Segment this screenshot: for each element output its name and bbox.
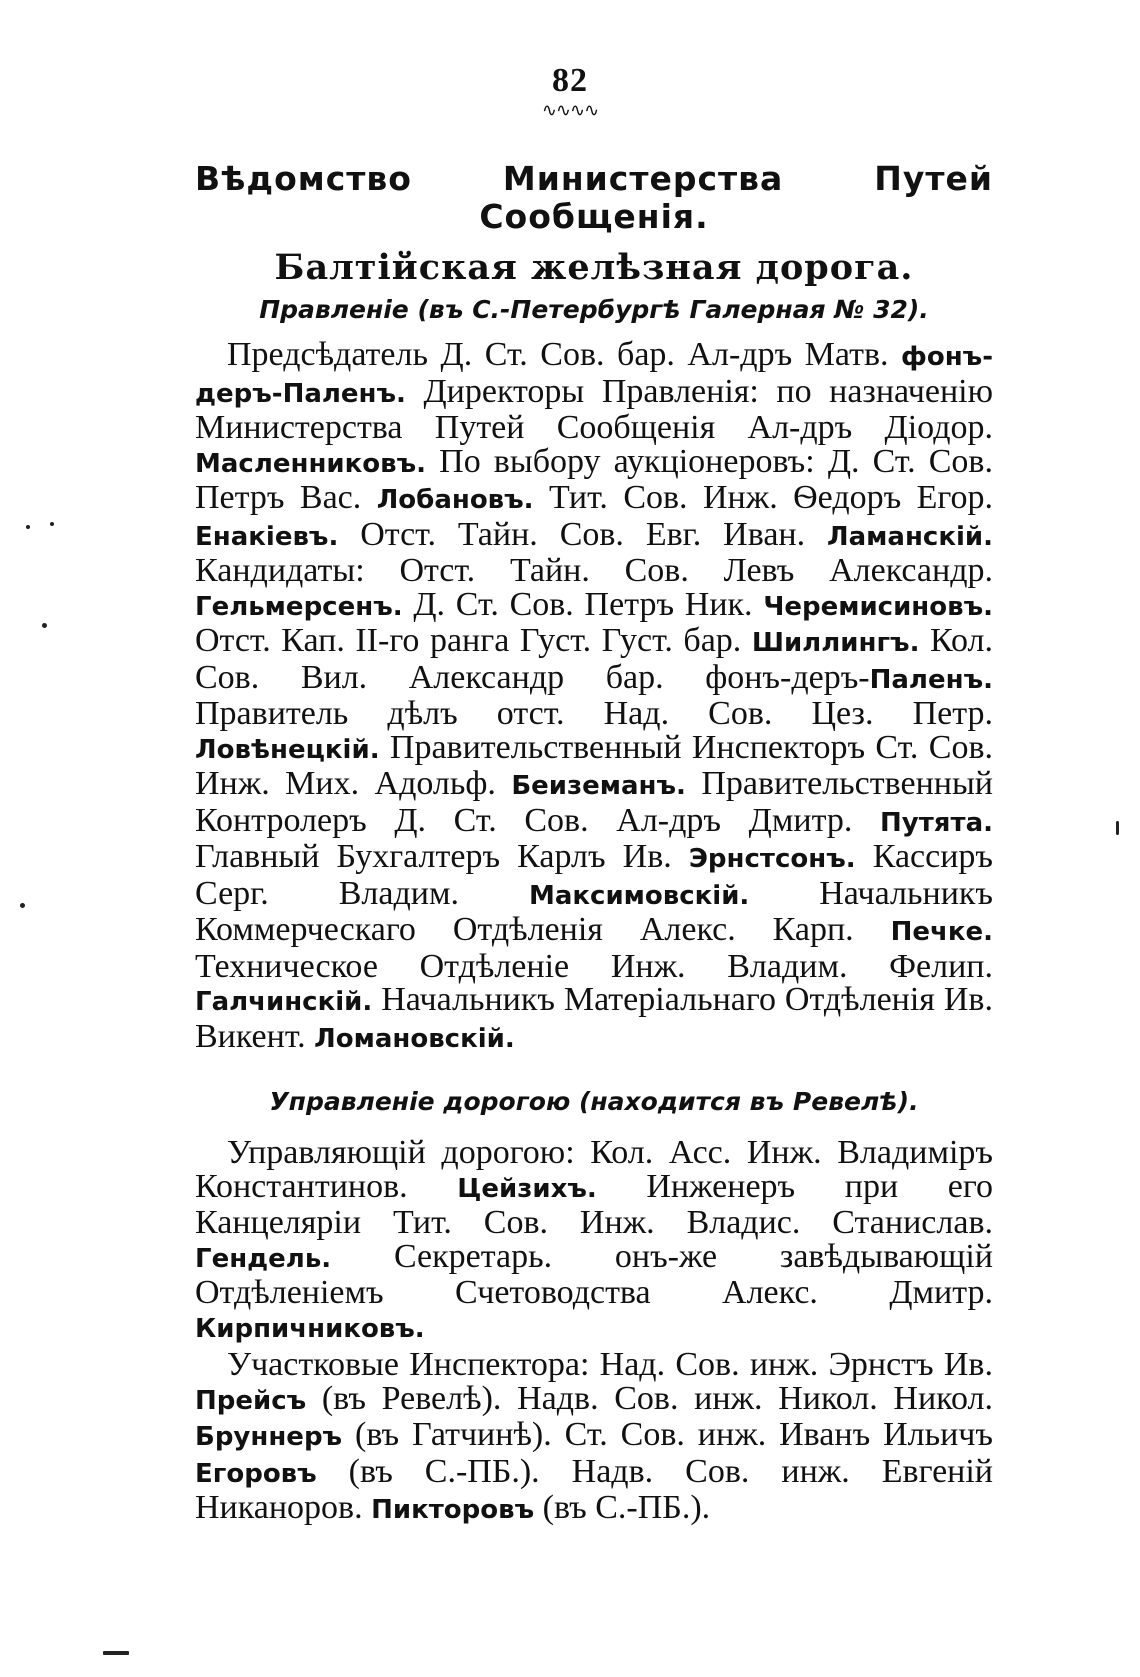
text-run: Отст. Кап. II-го ранга Густ. Густ. бар. [195,622,752,659]
text-run: Кандидаты: Отст. Тайн. Сов. Левъ Александр. [195,552,993,589]
text-run: Правительственный Контролеръ Д. Ст. Сов. Ал-дръ Дмитр. [195,765,993,839]
text-run: Кассиръ Серг. Владим. [195,838,994,912]
person-surname: Прейсъ [195,1385,307,1416]
person-surname: Ловѣнецкій. [195,734,380,765]
speck-mark [20,903,25,908]
person-surname: Галчинскій. [195,987,373,1017]
text-run: Секретарь. онъ-же завѣдывающій Отдѣленіемъ Счетоводства Алекс. Дмитр. [195,1237,993,1311]
speck-mark [1116,821,1119,835]
road-management-paragraph [195,1136,993,1346]
person-surname: Ломановскій. [314,1023,515,1054]
person-surname: Егоровъ [195,1458,317,1489]
text-run: Отст. Тайн. Сов. Евг. Иван. [338,515,828,553]
text-run: Главный Бухгалтеръ Карлъ Ив. [195,838,689,875]
person-surname: Кирпичниковъ. [195,1313,425,1344]
board-subheading: Правленіе (въ С.-Петербургѣ Галерная № 32). [259,295,929,324]
corner-mark [103,1651,129,1655]
text-run: Инженеръ при его Канцеляріи Тит. Сов. Инж. Владис. Станислав. [195,1167,993,1241]
railway-title: Балтійская желѣзная дорога. [274,247,914,288]
text-run: Директоры Правленія: по назначенію Министерства Путей Сообщенія Ал-дръ Діодор. [195,372,993,446]
inspectors-paragraph [195,1348,993,1528]
person-surname: Лобановъ. [376,485,534,515]
person-surname: Печке. [890,917,993,947]
person-surname: Шиллингъ. [751,628,920,658]
page-content [195,160,993,1528]
text-run: (въ С.-ПБ.). [534,1489,711,1526]
person-surname: Эрнстсонъ. [688,844,856,874]
person-surname: Бруннеръ [195,1422,343,1452]
text-run: Д. Ст. Сов. Петръ Ник. [402,585,764,623]
person-surname: Ламанскій. [827,521,993,552]
text-run: Правительственный Инспекторъ Ст. Сов. Инж. Мих. Адольф. [195,728,993,802]
ministry-heading: Вѣдомство Министерства Путей Сообщенія. [195,159,993,236]
speck-mark [50,522,54,526]
person-surname: Гендель. [195,1243,332,1274]
person-surname: Черемисиновъ. [763,591,993,622]
person-surname: фонъ-деръ-Паленъ. [195,342,993,409]
text-run: Предсѣдатель Д. Ст. Сов. бар. Ал-дръ Матв. [227,336,902,373]
speck-mark [26,525,30,529]
road-management-subheading: Управленіе дорогою (находится въ Ревелѣ). [269,1087,919,1116]
text-run: Участковые Инспектора: Над. Сов. инж. Эрнстъ Ив. [227,1346,993,1383]
person-surname: Цейзихъ. [457,1173,597,1204]
text-run: Управляющій дорогою: Кол. Асс. Инж. Владиміръ Константинов. [195,1134,993,1205]
person-surname: Беиземанъ. [511,771,686,801]
text-run: (въ С.-ПБ.). Надв. Сов. инж. Евгеній Никаноров. [195,1452,993,1526]
text-run: Правитель дѣлъ отст. Над. Сов. Цез. Петр. [195,695,993,732]
text-run: Начальникъ Коммерческаго Отдѣленія Алекс. Карп. [195,874,993,948]
person-surname: Максимовскій. [528,880,750,911]
text-run: Тит. Сов. Инж. Ѳедоръ Егор. [533,479,993,516]
text-run: Кол. Сов. Вил. Александр бар. фонъ-деръ- [195,622,993,696]
text-run: (въ Ревелѣ). Надв. Сов. инж. Никол. Никол. [306,1379,993,1417]
person-surname: Масленниковъ. [195,448,427,479]
text-run: Техническое Отдѣленіе Инж. Владим. Фелип. [195,947,993,985]
person-surname: Гельмерсенъ. [195,591,403,622]
text-run: Начальникъ Матеріальнаго Отдѣленія Ив. Викент. [195,981,993,1055]
text-run: (въ Гатчинѣ). Ст. Сов. инж. Иванъ Ильичъ [342,1416,993,1453]
board-members-paragraph [195,338,993,1056]
wavy-ornament-icon: ∿∿∿∿ [541,100,599,121]
person-surname: Енакіевъ. [195,521,339,552]
text-run: По выбору аукціонеровъ: Д. Ст. Сов. Петръ Вас. [195,442,993,516]
speck-mark [42,623,47,628]
person-surname: Пикторовъ [371,1495,535,1525]
person-surname: Паленъ. [869,664,993,695]
person-surname: Путята. [880,807,993,838]
page-number: 82 [552,62,588,99]
